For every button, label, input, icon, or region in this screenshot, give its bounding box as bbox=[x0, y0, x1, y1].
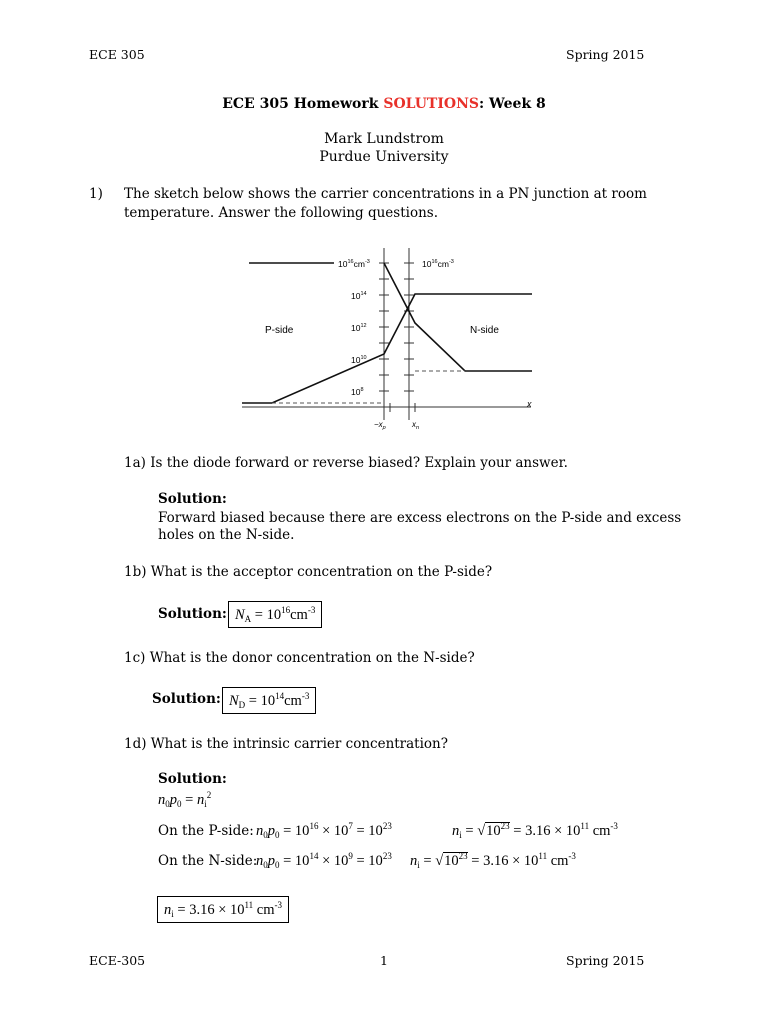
p-side-label: P-side bbox=[265, 325, 294, 336]
n-side-ni-result: $n_i = √10^{23} = 3.16 \times 10^{11}$ $cm^{-3}$ bbox=[410, 851, 576, 870]
electron-profile-curve bbox=[242, 294, 532, 403]
footer-right: Spring 2015 bbox=[566, 953, 645, 968]
author-name: Mark Lundstrom bbox=[324, 131, 444, 147]
mass-action-law: $n_0p_0 = n_i^2$ bbox=[158, 790, 212, 809]
problem-text-line1: The sketch below shows the carrier concentrations in a PN junction at room bbox=[124, 186, 647, 202]
problem-text-line2: temperature. Answer the following questions. bbox=[124, 205, 438, 221]
p-side-ni-result: $n_i = √10^{23} = 3.16 \times 10^{11}$ $cm^{-3}$ bbox=[452, 821, 618, 840]
question-1a: 1a) Is the diode forward or reverse biased? Explain your answer. bbox=[124, 455, 568, 471]
footer-left: ECE-305 bbox=[89, 953, 146, 968]
n-side-label: N-side bbox=[470, 325, 499, 336]
title-prefix: ECE 305 Homework bbox=[222, 96, 384, 112]
title-highlight: SOLUTIONS bbox=[383, 96, 479, 112]
minus-xp-label: $-x_p$ bbox=[374, 420, 386, 431]
xn-label: $x_n$ bbox=[412, 420, 420, 431]
tick-label-1e14: $10^{14}$ bbox=[351, 291, 367, 301]
page-number: 1 bbox=[380, 953, 388, 968]
question-1c: 1c) What is the donor concentration on the N-side? bbox=[124, 650, 475, 666]
tick-label-1e10: $10^{10}$ bbox=[351, 355, 367, 365]
question-1d: 1d) What is the intrinsic carrier concentration? bbox=[124, 736, 448, 752]
solution-label-1b: Solution: bbox=[158, 606, 227, 622]
author-affiliation: Purdue University bbox=[319, 149, 449, 165]
right-top-tick-label: $10^{16}cm^{-3}$ bbox=[422, 259, 454, 269]
answer-box-1b: $N_A = 10^{16}cm^{-3}$ bbox=[228, 601, 322, 628]
n-side-equation: $n_0p_0 = 10^{14} \times 10^9 = 10^{23}$ bbox=[256, 851, 392, 870]
header-left: ECE 305 bbox=[89, 47, 145, 62]
p-side-label: On the P-side: bbox=[158, 823, 254, 839]
page-title bbox=[0, 96, 768, 112]
solution-label-1c: Solution: bbox=[152, 691, 221, 707]
answer-1a-line1: Forward biased because there are excess electrons on the P-side and excess bbox=[158, 510, 682, 526]
n-side-label: On the N-side: bbox=[158, 853, 258, 869]
problem-number: 1) bbox=[89, 186, 103, 202]
question-1b: 1b) What is the acceptor concentration on the P-side? bbox=[124, 564, 493, 580]
answer-1a-line2: holes on the N-side. bbox=[158, 527, 295, 543]
x-axis-label: x bbox=[527, 399, 532, 409]
tick-label-1e12: $10^{12}$ bbox=[351, 323, 367, 333]
tick-label-1e8: $10^8$ bbox=[351, 387, 364, 397]
p-side-equation: $n_0p_0 = 10^{16} \times 10^7 = 10^{23}$ bbox=[256, 821, 392, 840]
solution-label-1d: Solution: bbox=[158, 771, 227, 787]
header-right: Spring 2015 bbox=[566, 47, 645, 62]
solution-label-1a: Solution: bbox=[158, 491, 227, 507]
pn-junction-figure bbox=[236, 244, 540, 434]
title-suffix: : Week 8 bbox=[479, 96, 546, 112]
left-top-tick-label: $10^{16}cm^{-3}$ bbox=[338, 259, 370, 269]
answer-box-1d: $n_i = 3.16 \times 10^{11}$ $cm^{-3}$ bbox=[157, 896, 289, 923]
answer-box-1c: $N_D = 10^{14}cm^{-3}$ bbox=[222, 687, 316, 714]
